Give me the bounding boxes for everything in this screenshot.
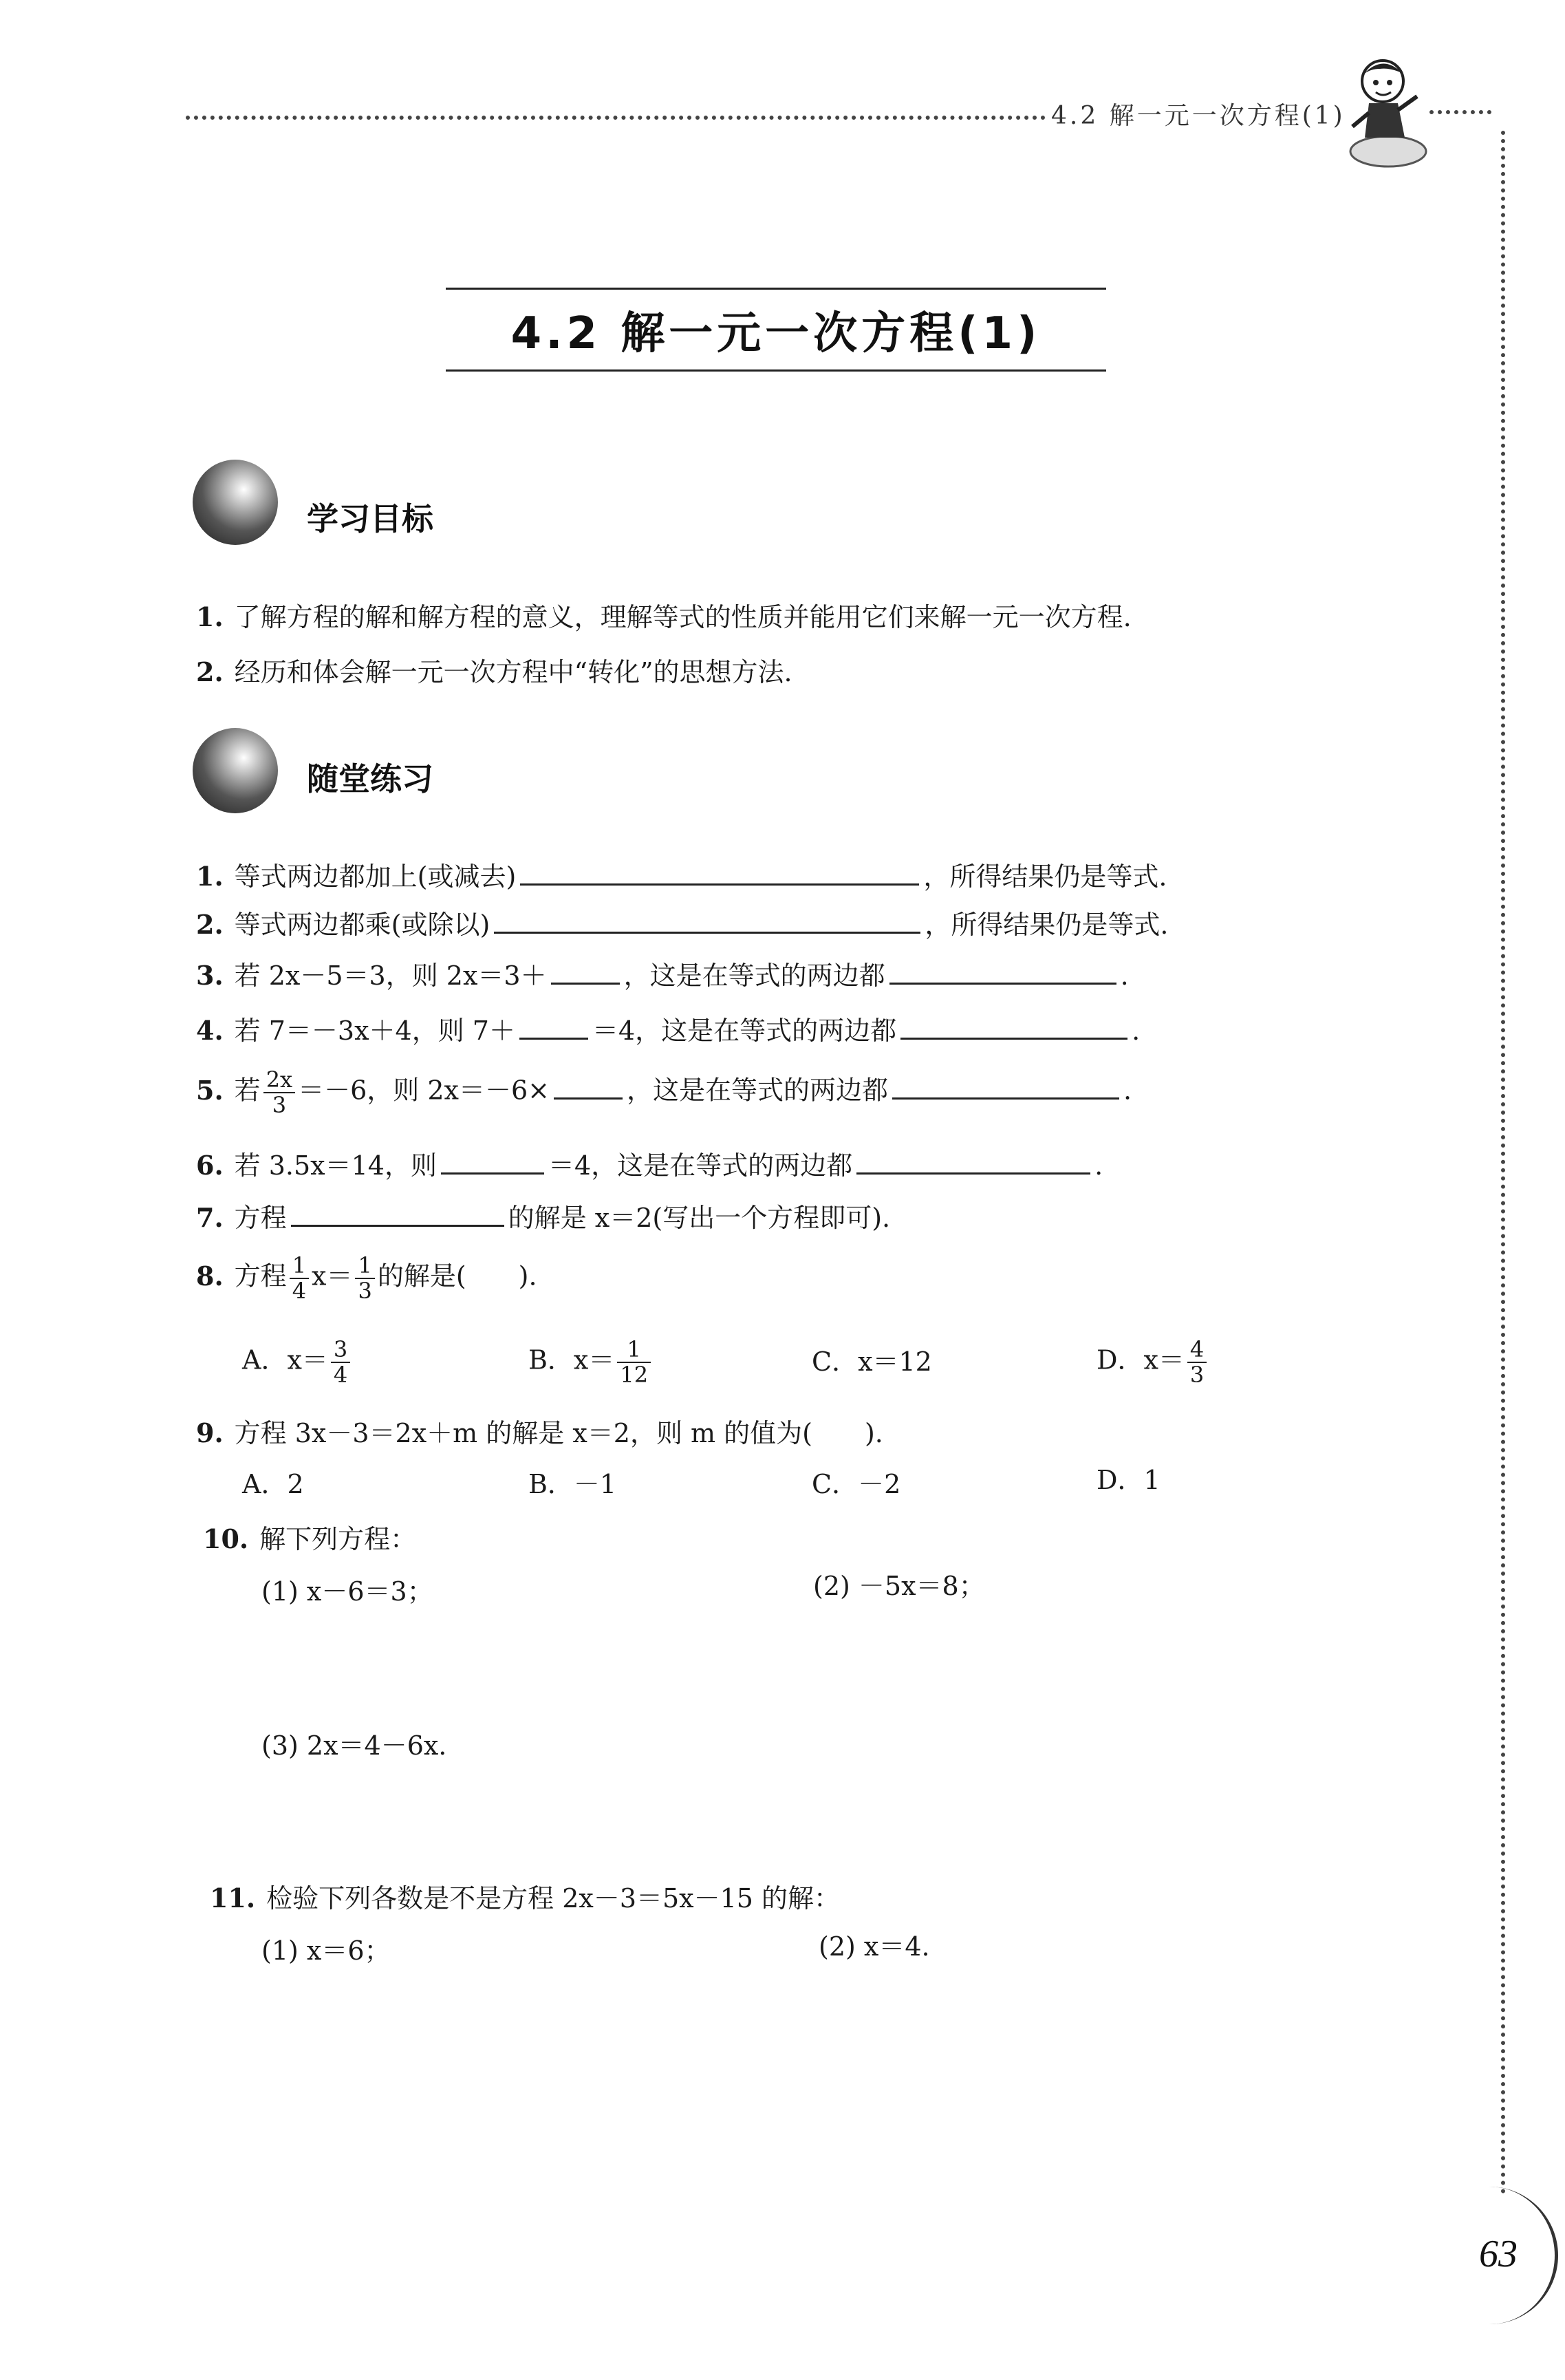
question-10 xyxy=(203,1523,417,1554)
question-text: ，这是在等式的两边都 xyxy=(626,1075,888,1106)
item-number: 1. xyxy=(196,861,224,892)
choice-d[interactable]: D．x＝ $\frac{4}{3}$ xyxy=(1097,1338,1209,1387)
answer-blank[interactable] xyxy=(494,908,920,934)
fraction: $\frac{3}{4}$ xyxy=(331,1338,350,1387)
question-9 xyxy=(196,1417,883,1448)
question-text: ，这是在等式的两边都 xyxy=(623,961,885,991)
choice-a[interactable]: A．2 xyxy=(242,1469,304,1499)
item-number: 4. xyxy=(196,1015,224,1046)
header-dotted-rule-left xyxy=(186,116,1046,120)
question-text: 方程 xyxy=(234,1261,287,1291)
item-number: 7. xyxy=(196,1202,224,1233)
item-number: 3. xyxy=(196,960,224,991)
question-text: 方程 xyxy=(234,1203,287,1233)
answer-blank[interactable] xyxy=(892,1074,1119,1100)
question-text: 检验下列各数是不是方程 2x－3＝5x－15 的解： xyxy=(266,1883,841,1913)
section-ball-icon xyxy=(193,460,278,545)
answer-blank[interactable] xyxy=(900,1014,1127,1040)
answer-blank[interactable] xyxy=(551,959,620,985)
running-head: 4.2 解一元一次方程(1) xyxy=(1051,102,1346,130)
goal-item-1 xyxy=(196,601,1132,632)
question-text: . xyxy=(1132,1016,1141,1046)
question-5 xyxy=(196,1068,1132,1117)
answer-blank[interactable] xyxy=(519,1014,588,1040)
question-text: 若 7＝－3x＋4，则 7＋ xyxy=(234,1016,515,1046)
margin-dotted-rule xyxy=(1501,131,1505,2195)
question-text: 解下列方程： xyxy=(259,1524,417,1554)
page-title: 4.2 解一元一次方程(1) xyxy=(510,308,1041,359)
fraction: $\frac{1}{12}$ xyxy=(617,1338,651,1387)
question-11 xyxy=(210,1885,840,1911)
item-number: 8. xyxy=(196,1260,224,1291)
question-text: ，所得结果仍是等式. xyxy=(925,910,1169,940)
question-6 xyxy=(196,1149,1103,1179)
header-dotted-rule-right xyxy=(1429,110,1491,114)
answer-blank[interactable] xyxy=(520,860,919,886)
question-text: 若 xyxy=(234,1075,261,1106)
question-text: x＝ xyxy=(312,1261,353,1291)
question-text: 若 3.5x＝14，则 xyxy=(234,1150,437,1181)
choice-b[interactable]: B．－1 xyxy=(528,1469,617,1499)
fraction: $\frac{1}{3}$ xyxy=(355,1254,374,1303)
sub-question-1: (1) x＝6； xyxy=(261,1936,391,1966)
sub-question-1: (1) x－6＝3； xyxy=(261,1576,433,1607)
question-8 xyxy=(196,1254,537,1303)
choice-a[interactable]: A．x＝ $\frac{3}{4}$ xyxy=(242,1338,353,1387)
item-number: 1. xyxy=(196,601,224,632)
answer-blank[interactable] xyxy=(441,1149,544,1175)
section-heading-goals: 学习目标 xyxy=(307,500,433,537)
question-text: 等式两边都加上(或减去) xyxy=(234,861,517,892)
page-number: 63 xyxy=(1479,2233,1518,2275)
question-text: . xyxy=(1123,1075,1132,1106)
question-text: . xyxy=(1120,961,1129,991)
answer-blank[interactable] xyxy=(889,959,1116,985)
question-3 xyxy=(196,959,1129,989)
item-number: 5. xyxy=(196,1074,224,1106)
question-text: ＝4，这是在等式的两边都 xyxy=(592,1016,897,1046)
item-number: 9. xyxy=(196,1417,224,1448)
question-text: 方程 3x－3＝2x＋m 的解是 x＝2，则 m 的值为( ). xyxy=(234,1418,883,1448)
question-text: ＝－6，则 2x＝－6× xyxy=(298,1075,550,1106)
item-number: 10. xyxy=(203,1523,249,1554)
section-title-box xyxy=(446,288,1106,372)
choice-c[interactable]: C．x＝12 xyxy=(812,1347,932,1377)
answer-blank[interactable] xyxy=(554,1074,623,1100)
section-heading-practice: 随堂练习 xyxy=(307,760,433,797)
item-number: 6. xyxy=(196,1150,224,1181)
item-text: 了解方程的解和解方程的意义，理解等式的性质并能用它们来解一元一次方程. xyxy=(234,602,1132,632)
fraction: $\frac{2x}{3}$ xyxy=(263,1068,295,1117)
question-text: . xyxy=(1094,1150,1103,1181)
question-1 xyxy=(196,860,1167,890)
fraction: $\frac{4}{3}$ xyxy=(1187,1338,1207,1387)
item-number: 11. xyxy=(210,1883,256,1913)
choice-d[interactable]: D．1 xyxy=(1097,1465,1161,1495)
fraction: $\frac{1}{4}$ xyxy=(290,1254,309,1303)
question-text: ＝4，这是在等式的两边都 xyxy=(548,1150,853,1181)
question-7 xyxy=(196,1201,890,1231)
sub-question-2: (2) x＝4. xyxy=(819,1931,930,1962)
sub-question-3: (3) 2x＝4－6x. xyxy=(261,1730,447,1761)
question-text: 的解是 x＝2(写出一个方程即可). xyxy=(508,1203,891,1233)
goal-item-2 xyxy=(196,656,792,687)
question-text: 等式两边都乘(或除以) xyxy=(234,910,490,940)
question-text: 若 2x－5＝3，则 2x＝3＋ xyxy=(234,961,547,991)
answer-blank[interactable] xyxy=(856,1149,1090,1175)
question-4 xyxy=(196,1014,1140,1044)
mascot-icon xyxy=(1341,55,1431,172)
choice-c[interactable]: C．－2 xyxy=(812,1469,901,1499)
item-number: 2. xyxy=(196,656,224,687)
sub-question-2: (2) －5x＝8； xyxy=(813,1571,985,1601)
question-2 xyxy=(196,908,1168,938)
item-number: 2. xyxy=(196,909,224,940)
answer-blank[interactable] xyxy=(291,1201,504,1227)
item-text: 经历和体会解一元一次方程中“转化”的思想方法. xyxy=(234,657,792,687)
choice-b[interactable]: B．x＝ $\frac{1}{12}$ xyxy=(528,1338,654,1387)
question-text: 的解是( ). xyxy=(377,1261,537,1291)
question-text: ，所得结果仍是等式. xyxy=(923,861,1167,892)
section-globe-icon xyxy=(193,728,278,813)
